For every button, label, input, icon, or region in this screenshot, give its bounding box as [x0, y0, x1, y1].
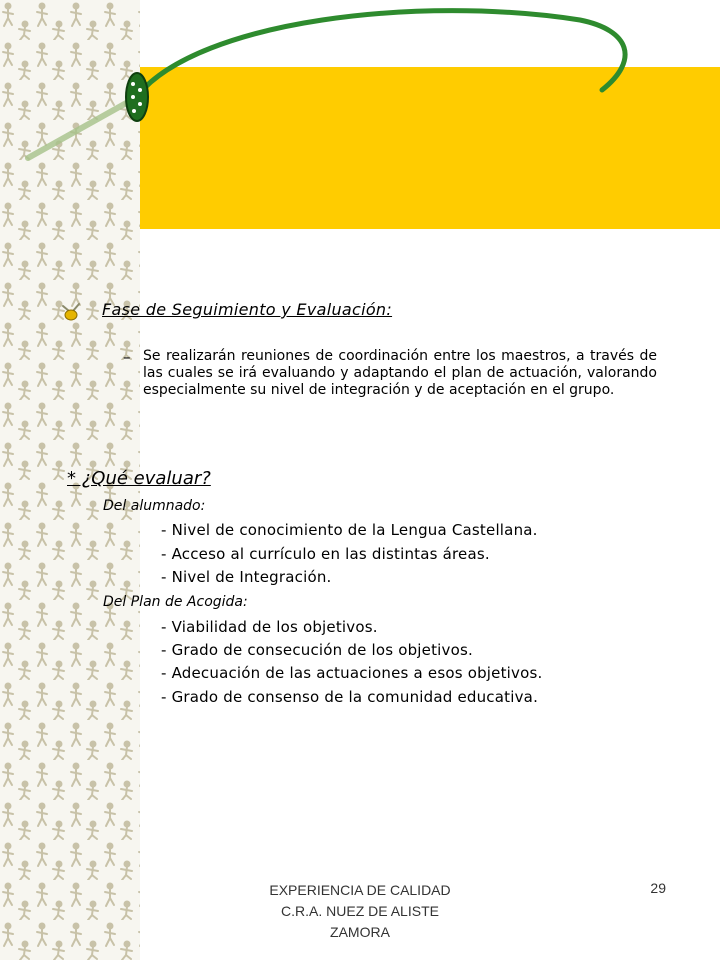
list-item: - Adecuación de las actuaciones a esos objetivos. — [161, 664, 543, 682]
footer-line: EXPERIENCIA DE CALIDAD — [269, 882, 451, 898]
list-dash: – — [123, 348, 131, 366]
list-item: - Grado de consecución de los objetivos. — [161, 641, 473, 659]
page-number: 29 — [650, 880, 666, 896]
pod-bullet-icon — [60, 300, 82, 322]
footer — [230, 880, 490, 943]
list-item: - Nivel de Integración. — [161, 568, 332, 586]
footer-line: ZAMORA — [330, 924, 390, 940]
list-item: - Viabilidad de los objetivos. — [161, 618, 378, 636]
group-label-plan: Del Plan de Acogida: — [103, 594, 248, 610]
group-label-alumnado: Del alumnado: — [103, 498, 206, 514]
section-heading: Fase de Seguimiento y Evaluación: — [102, 300, 393, 319]
list-item: - Grado de consenso de la comunidad educativa. — [161, 688, 539, 706]
footer-line: C.R.A. NUEZ DE ALISTE — [281, 903, 439, 919]
list-item: - Nivel de conocimiento de la Lengua Castellana. — [161, 521, 538, 539]
list-item: - Acceso al currículo en las distintas áreas. — [161, 545, 490, 563]
evaluate-title: * ¿Qué evaluar? — [67, 468, 211, 489]
paragraph-text: Se realizarán reuniones de coordinación entre los maestros, a través de las cuales se irá evaluando y adaptando el plan de actuación, valorando especialmente su nivel de integración y de aceptación en el grupo. — [143, 348, 657, 398]
